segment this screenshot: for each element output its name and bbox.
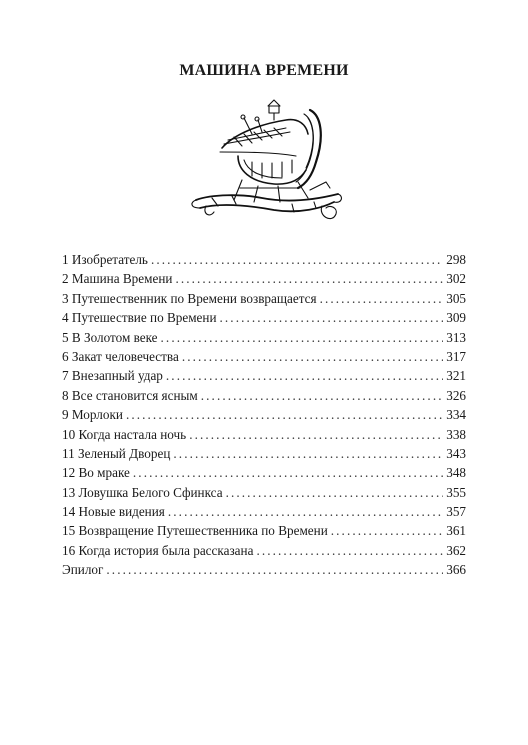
toc-dot-leader	[226, 483, 444, 502]
toc-entry-page-number: 357	[446, 504, 466, 520]
toc-entry-page-number: 326	[446, 387, 466, 403]
toc-entry-page-number: 355	[446, 484, 466, 500]
toc-entry[interactable]	[62, 405, 466, 424]
toc-dot-leader	[201, 386, 443, 405]
toc-entry-page-number: 362	[446, 542, 466, 558]
toc-entry-page-number: 338	[446, 426, 466, 442]
toc-entry[interactable]	[62, 483, 466, 502]
toc-entry[interactable]	[62, 386, 466, 405]
toc-entry[interactable]	[62, 347, 466, 366]
toc-dot-leader	[126, 405, 443, 424]
toc-dot-leader	[106, 560, 443, 579]
toc-entry[interactable]	[62, 541, 466, 560]
toc-dot-leader	[256, 541, 443, 560]
toc-entry[interactable]	[62, 328, 466, 347]
toc-dot-leader	[320, 289, 444, 308]
toc-entry-page-number: 361	[446, 523, 466, 539]
toc-entry-page-number: 298	[446, 252, 466, 267]
toc-entry-page-number: 305	[446, 290, 466, 306]
toc-entry-title: 7 Внезапный удар	[62, 368, 163, 384]
toc-entry-title: 10 Когда настала ночь	[62, 426, 187, 442]
toc-entry[interactable]	[62, 521, 466, 540]
toc-entry[interactable]	[62, 308, 466, 327]
toc-entry[interactable]	[62, 444, 466, 463]
toc-entry-title: 4 Путешествие по Времени	[62, 310, 217, 326]
toc-entry-title: 13 Ловушка Белого Сфинкса	[62, 484, 223, 500]
toc-entry-page-number: 313	[446, 329, 466, 345]
toc-entry-title: 8 Все становится ясным	[62, 387, 198, 403]
time-machine-illustration	[182, 90, 344, 232]
toc-dot-leader	[189, 425, 443, 444]
toc-entry-page-number: 334	[446, 407, 466, 423]
toc-entry-title: 16 Когда история была рассказана	[62, 542, 254, 558]
toc-dot-leader	[182, 347, 443, 366]
toc-entry[interactable]	[62, 250, 466, 269]
toc-entry-title: 11 Зеленый Дворец	[62, 445, 171, 461]
toc-entry[interactable]	[62, 502, 466, 521]
toc-entry-page-number: 348	[446, 465, 466, 481]
toc-entry-page-number: 343	[446, 445, 466, 461]
toc-entry-page-number: 317	[446, 348, 466, 364]
toc-entry-title: 6 Закат человечества	[62, 348, 179, 364]
toc-dot-leader	[166, 366, 443, 385]
toc-dot-leader	[168, 502, 443, 521]
toc-dot-leader	[173, 444, 443, 463]
page-title: МАШИНА ВРЕМЕНИ	[179, 62, 349, 79]
toc-entry-title: 15 Возвращение Путешественника по Времени	[62, 523, 328, 539]
toc-entry[interactable]	[62, 425, 466, 444]
toc-entry[interactable]	[62, 269, 466, 288]
toc-entry-title: 2 Машина Времени	[62, 271, 173, 287]
toc-entry-page-number: 321	[446, 368, 466, 384]
toc-entry-title: 14 Новые видения	[62, 504, 165, 520]
toc-entry-title: 9 Морлоки	[62, 407, 123, 423]
toc-entry-page-number: 366	[446, 562, 466, 578]
toc-dot-leader	[133, 463, 443, 482]
toc-entry-page-number: 302	[446, 271, 466, 287]
toc-dot-leader	[161, 328, 444, 347]
toc-entry-title: Эпилог	[62, 562, 104, 578]
toc-dot-leader	[331, 521, 443, 540]
toc-dot-leader	[175, 269, 443, 288]
toc-entry-title: 12 Во мраке	[62, 465, 130, 481]
toc-entry-title: 5 В Золотом веке	[62, 329, 158, 345]
table-of-contents	[62, 250, 466, 580]
toc-entry[interactable]	[62, 560, 466, 579]
toc-entry[interactable]	[62, 463, 466, 482]
toc-entry[interactable]	[62, 289, 466, 308]
toc-entry-title: 3 Путешественник по Времени возвращается	[62, 290, 317, 306]
toc-entry-title: 1 Изобретатель	[62, 252, 148, 267]
toc-dot-leader	[220, 308, 444, 327]
toc-entry-page-number: 309	[446, 310, 466, 326]
toc-dot-leader	[151, 250, 443, 269]
toc-entry[interactable]	[62, 366, 466, 385]
